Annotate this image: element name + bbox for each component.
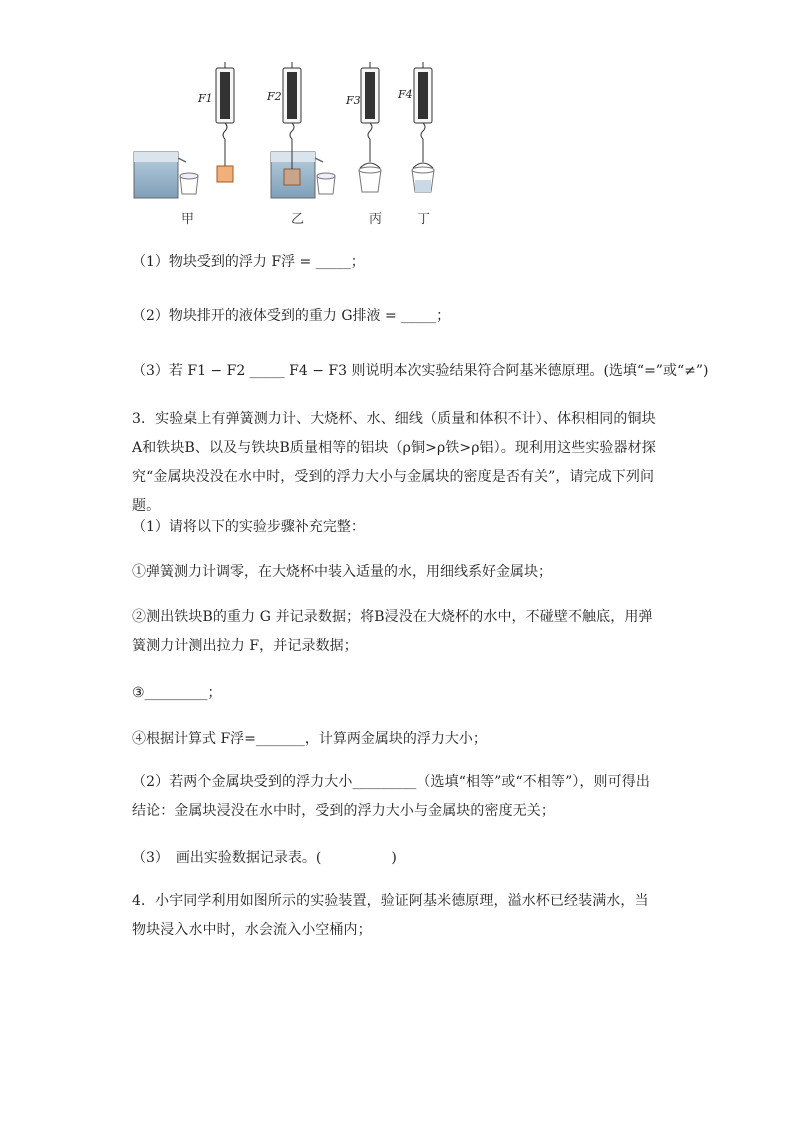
question-3-sub-3: （3） 画出实验数据记录表。( ) [132,850,397,866]
figure-label-ding: 丁 [417,212,431,227]
overflow-beaker-b [271,152,323,198]
step-3: ③_________； [132,685,222,701]
step-1: ①弹簧测力计调零，在大烧杯中装入适量的水，用细线系好金属块； [132,564,552,580]
question-part-2: （2）物块排开的液体受到的重力 G排液 = _____； [132,308,451,324]
figure-label-bing: 丙 [369,212,383,227]
force-label-3: F3 [346,94,361,107]
force-label-4: F4 [398,88,413,101]
experiment-figure [128,58,458,228]
spring-scale-1 [216,62,234,182]
overflow-beaker-a [134,152,186,198]
question-part-1: （1）物块受到的浮力 F浮 = _____； [132,254,365,270]
step-4: ④根据计算式 F浮=_______，计算两金属块的浮力大小； [132,731,487,747]
question-3-sub-2: （2）若两个金属块受到的浮力大小_________（选填“相等”或“不相等”），则可得出结论：金属块浸没在水中时，受到的浮力大小与金属块的密度无关； [132,774,650,819]
step-2: ②测出铁块B的重力 G 并记录数据；将B浸没在大烧杯的水中，不碰壁不触底，用弹簧测力计测出拉力 F，并记录数据； [132,609,653,654]
spring-scale-diagram [128,58,458,228]
spring-scale-3 [359,62,381,192]
bucket-with-water-b [317,173,335,194]
spring-scale-4 [412,62,434,192]
question-4-intro: 4．小宇同学利用如图所示的实验装置，验证阿基米德原理，溢水杯已经装满水，当物块浸入水中时，水会流入小空桶内； [132,893,649,938]
force-label-1: F1 [198,92,213,105]
figure-label-yi: 乙 [291,212,305,227]
question-part-3: （3）若 F1 − F2 _____ F4 − F3 则说明本次实验结果符合阿基米德原理。(选填“=”或“≠”) [132,363,709,379]
question-3-intro: 3．实验桌上有弹簧测力计、大烧杯、水、细线（质量和体积不计）、体积相同的铜块A和铁块B、以及与铁块B质量相等的铝块（ρ铜>ρ铁>ρ铝）。现利用这些实验器材探究“金属块没没在水中时，受到的浮力大小与金属块的密度是否有关”，请完成下列问题。 [132,411,656,514]
question-3-sub-1: （1）请将以下的实验步骤补充完整： [132,519,365,535]
empty-bucket-a [180,173,198,194]
force-label-2: F2 [267,90,282,103]
figure-label-jia: 甲 [181,212,195,227]
